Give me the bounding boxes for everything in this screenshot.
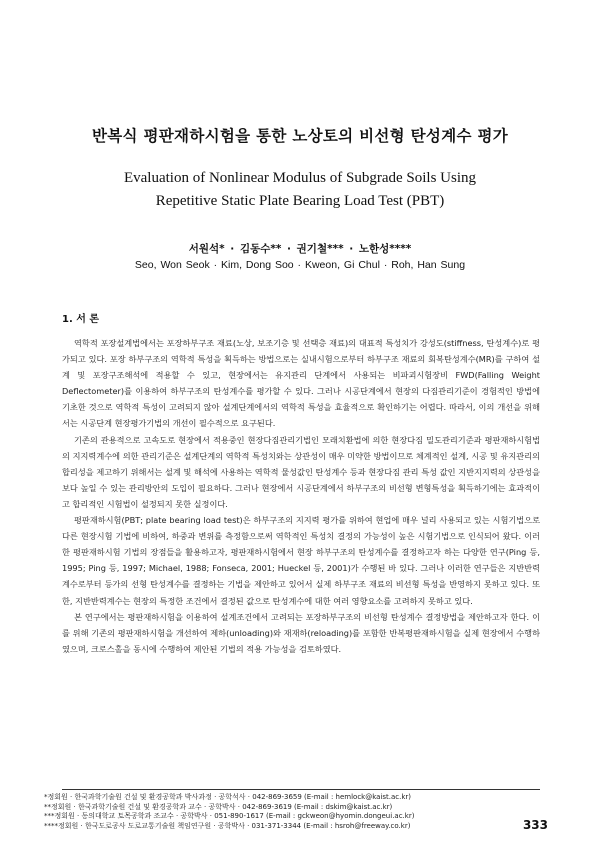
authors-english: Seo, Won Seok · Kim, Dong Soo · Kweon, Gi Chul · Roh, Han Sung <box>134 259 466 271</box>
body-text <box>62 335 540 657</box>
title-english-line-1: Evaluation of Nonlinear Modulus of Subgrade Soils Using <box>123 170 477 186</box>
authors-korean: 서원석* · 김동수** · 권기철*** · 노한성**** <box>188 243 412 255</box>
paragraph: 평판재하시험(PBT; plate bearing load test)은 하부구조의 지지력 평가를 위하여 현업에 매우 널리 사용되고 있는 시험기법으로 다른 현장시험 기법에 비하여, 하중과 변위를 측정함으로써 역학적인 특성치 결정의 가능성이 높은 시험기법으로 인식되어 왔다. 이러한 평판재하시험 기법의 장점들을 활용하고자, 평판재하시험에서 현장 하부구조의 탄성계수를 결정하고자 하는 다양한 연구(Ping 등, 1995; Ping 등, 1997; Michael, 1988; Fonseca, 2001; Hueckel 등, 2001)가 수행된 바 있다. 그러나 이러한 연구들은 지반반력계수로부터 등가의 선형 탄성계수를 결정하는 기법을 제안하고 있어서 실제 하부구조 재료의 비선형 특성을 반영하지 못하고 있다. 또한, 지반반력계수는 현장의 특정한 조건에서 결정된 값으로 탄성계수에 대한 여러 영향요소를 고려하지 못하고 있다. <box>62 515 540 606</box>
footnote: *정회원 · 한국과학기술원 건설 및 환경공학과 박사과정 · 공학석사 · 042-869-3659 (E-mail : hemlock@kaist.ac.kr) <box>44 793 412 801</box>
paragraph: 본 연구에서는 평판재하시험을 이용하여 설계조건에서 고려되는 포장하부구조의 비선형 탄성계수 결정방법을 제안하고자 한다. 이를 위해 기존의 평판재하시험을 개선하여 제하(unloading)와 재재하(reloading)를 포함한 반복평판재하시험을 실제 현장에서 수행하였으며, 크로스홀을 동시에 수행하여 제안된 기법의 적용 가능성을 검토하였다. <box>62 611 540 654</box>
footnotes <box>44 793 544 831</box>
footnote: **정회원 · 한국과학기술원 건설 및 환경공학과 교수 · 공학박사 · 042-869-3619 (E-mail : dskim@kaist.ac.kr) <box>44 802 393 811</box>
section-heading: 1. 서 론 <box>62 314 100 325</box>
title-korean: 반복식 평판재하시험을 통한 노상토의 비선형 탄성계수 평가 <box>91 127 508 145</box>
title-english-line-2: Repetitive Static Plate Bearing Load Test (PBT) <box>155 193 445 209</box>
page-number: 333 <box>522 818 548 832</box>
footnote: ***정회원 · 동의대학교 토목공학과 조교수 · 공학박사 · 051-890-1617 (E-mail : gckweon@hyomin.dongeui.ac.kr) <box>44 812 415 821</box>
footnote: ****정회원 · 한국도로공사 도로교통기술원 책임연구원 · 공학박사 · 031-371-3344 (E-mail : hsroh@freeway.co.kr) <box>44 821 411 830</box>
title-english <box>0 167 600 213</box>
footnote-divider <box>62 789 540 790</box>
paragraph: 역학적 포장설계법에서는 포장하부구조 재료(노상, 보조기층 및 선택층 재료)의 대표적 특성치가 강성도(stiffness, 탄성계수)로 평가되고 있다. 포장 하부구조의 역학적 특성을 획득하는 방법으로는 실내시험으로부터 하부구조 재료의 회복탄성계수(MR)를 구하여 설계 및 포장구조해석에 적용할 수 있고, 현장에서는 유지관리 단계에서 사용되는 비파괴시험장비 FWD(Falling Weight Deflectometer)를 이용하여 하부구조의 탄성계수를 평가할 수 있다. 그러나 시공단계에서 현장의 다짐관리기준이 경험적인 방법에 기초한 것으로 역학적 특성이 고려되지 않아 설계단계에서의 역학적 특성을 효율적으로 확인하기는 어렵다. 따라서, 이의 개선을 위해서는 시공단계 현장평가기법의 개선이 필수적으로 요구된다. <box>62 338 540 429</box>
paragraph: 기존의 관용적으로 고속도로 현장에서 적용중인 현장다짐관리기법인 모래치환법에 의한 현장다짐 밀도관리기준과 평판재하시험법의 지지력계수에 의한 관리기준은 설계단계의 역학적 특성치와는 상관성이 매우 미약한 방법이므로 체계적인 설계, 시공 및 유지관리의 합리성을 제고하기 위해서는 설계 및 해석에 사용하는 역학적 물성값인 탄성계수 등과 현장다짐 관리 특성 값인 지반지지력의 상관성을 보다 높일 수 있는 관리방안의 도입이 필요하다. 그러나 현장에서 시공단계에서 하부구조의 비선형 변형특성을 획득하기에는 효과적이고 합리적인 시험법이 설정되지 못한 실정이다. <box>62 434 540 509</box>
